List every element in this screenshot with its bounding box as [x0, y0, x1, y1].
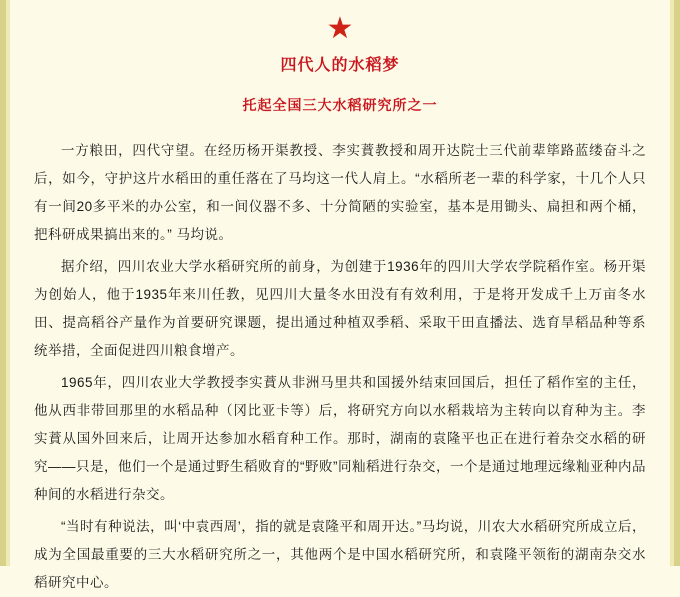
article-subtitle: 托起全国三大水稻研究所之一	[242, 97, 438, 113]
star-icon: ★	[326, 12, 354, 45]
paragraph: 据介绍，四川农业大学水稻研究所的前身，为创建于1936年的四川大学农学院稻作室。杨开渠为创始人，他于1935年来川任教，见四川大量冬水田没有有效利用，于是将开发成千上万亩冬水田、提高稻谷产量作为首要研究课题，提出通过种植双季稻、采取干田直播法、选育旱稻品种等系统举措，全面促进四川粮食增产。	[34, 259, 646, 358]
article-body	[34, 137, 646, 597]
paragraph: “当时有种说法，叫‘中袁西周’，指的就是袁隆平和周开达。”马均说，川农大水稻研究所成立后，成为全国最重要的三大水稻研究所之一，其他两个是中国水稻研究所，和袁隆平领衔的湖南杂交水稻研究中心。	[34, 519, 646, 590]
paragraph: 一方粮田，四代守望。在经历杨开渠教授、李实蕡教授和周开达院士三代前辈筚路蓝缕奋斗之后，如今，守护这片水稻田的重任落在了马均这一代人肩上。“水稻所老一辈的科学家，十几个人只有一间20多平米的办公室，和一间仪器不多、十分简陋的实验室，基本是用锄头、扁担和两个桶，把科研成果搞出来的。” 马均说。	[34, 143, 646, 242]
paragraph: 1965年，四川农业大学教授李实蕡从非洲马里共和国援外结束回国后，担任了稻作室的主任，他从西非带回那里的水稻品种（冈比亚卡等）后，将研究方向以水稻栽培为主转向以育种为主。李实蕡从国外回来后，让周开达参加水稻育种工作。那时，湖南的袁隆平也正在进行着杂交水稻的研究——只是，他们一个是通过野生稻败育的“野败”同籼稻进行杂交，一个是通过地理远缘籼亚种内品种间的水稻进行杂交。	[34, 375, 646, 502]
article-title: 四代人的水稻梦	[280, 57, 400, 74]
star-decoration	[34, 0, 646, 48]
article-content	[6, 0, 674, 597]
